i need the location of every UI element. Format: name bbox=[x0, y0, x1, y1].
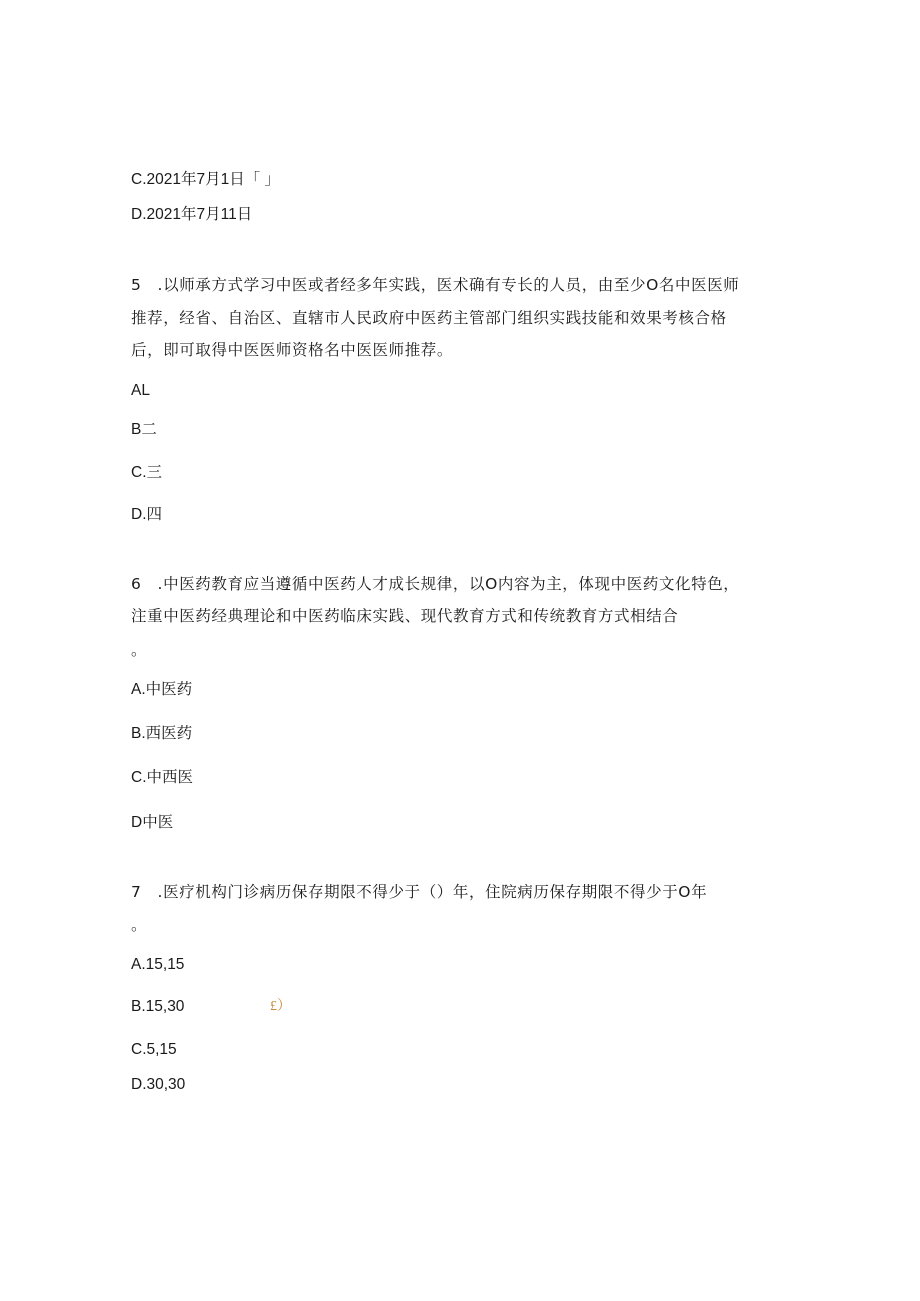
question-5-option-c: C.三 bbox=[131, 464, 163, 481]
question-5-option-d: D.四 bbox=[131, 506, 163, 523]
question-6-option-a: A.中医药 bbox=[131, 681, 193, 698]
question-6-line-3: 。 bbox=[131, 641, 148, 659]
prev-option-d: D.2021年7月11日 bbox=[131, 206, 253, 223]
question-7-line-2: 。 bbox=[131, 916, 148, 934]
question-6-option-b: B.西医药 bbox=[131, 725, 193, 742]
question-5-line-2: 推荐，经省、自治区、直辖市人民政府中医药主管部门组织实践技能和效果考核合格 bbox=[131, 309, 727, 327]
question-7-option-c: C.5,15 bbox=[131, 1041, 177, 1058]
question-7-option-b: B.15,30 bbox=[131, 998, 185, 1015]
question-7-option-d: D.30,30 bbox=[131, 1076, 186, 1093]
question-6-option-c: C.中西医 bbox=[131, 769, 194, 786]
question-6-option-d: D中医 bbox=[131, 814, 174, 831]
prev-option-c: C.2021年7月1日「 」 bbox=[131, 171, 281, 188]
question-6-line-2: 注重中医药经典理论和中医药临床实践、现代教育方式和传统教育方式相结合 bbox=[131, 607, 679, 625]
question-7-option-a: A.15,15 bbox=[131, 956, 185, 973]
question-5-line-3: 后，即可取得中医医师资格名中医医师推荐。 bbox=[131, 341, 454, 359]
question-5-line-1: 5 .以师承方式学习中医或者经多年实践，医术确有专长的人员，由至少O名中医医师 bbox=[131, 276, 740, 294]
question-7-line-1: 7 .医疗机构门诊病历保存期限不得少于（）年，住院病历保存期限不得少于O年 bbox=[131, 883, 708, 901]
handwritten-annotation: £） bbox=[270, 999, 291, 1014]
question-6-line-1: 6 .中医药教育应当遵循中医药人才成长规律，以O内容为主，体现中医药文化特色， bbox=[131, 575, 740, 593]
question-5-option-a: AL bbox=[131, 382, 150, 399]
question-5-option-b: B二 bbox=[131, 421, 157, 438]
